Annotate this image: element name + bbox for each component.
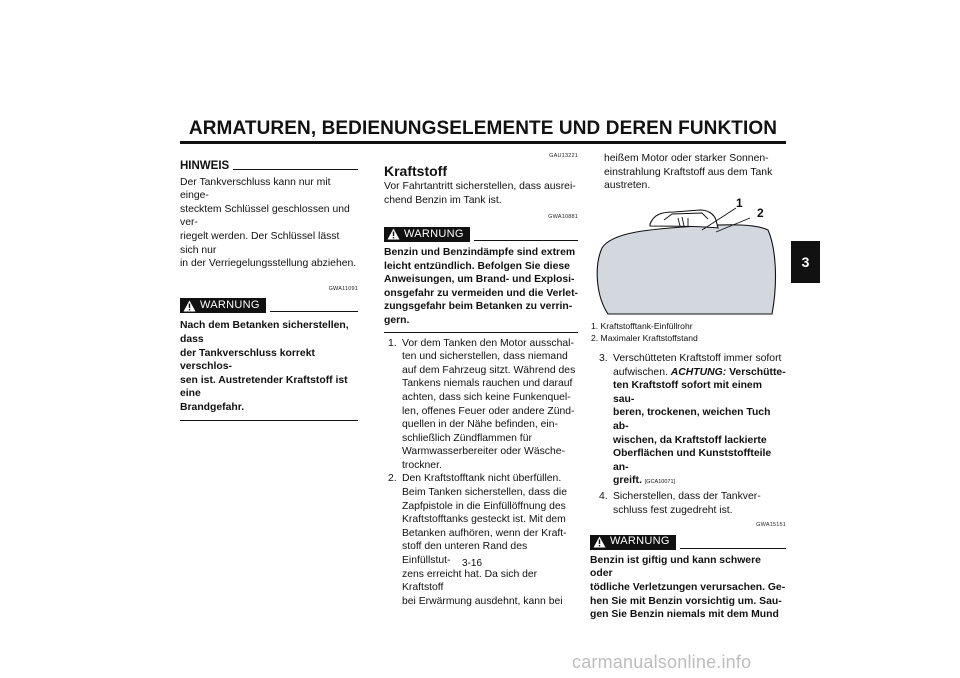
warning-heading [180, 298, 358, 313]
intro-line: Vor Fahrtantritt sicherstellen, dass ausrei- [384, 181, 576, 193]
caption-line: 1. Kraftstofftank-Einfüllrohr [591, 321, 693, 331]
list-item-line: Vor dem Tanken den Motor ausschal- [402, 337, 574, 349]
caution-line: beren, trockenen, weichen Tuch ab- [613, 407, 771, 432]
warning-label: WARNUNG [610, 535, 670, 548]
list-item-line: Kraftstofftanks gesteckt ist. Mit dem [402, 514, 566, 526]
page-title: ARMATUREN, BEDIENUNGSELEMENTE UND DEREN FUNKTION [188, 118, 778, 139]
warning-line: Benzin ist giftig und kann schwere oder [590, 554, 761, 580]
warning-badge [384, 227, 470, 242]
list-item-number: 1. [388, 337, 397, 349]
continuation-line: austreten. [604, 180, 651, 192]
section-title: Kraftstoff [384, 162, 447, 179]
caution-label: ACHTUNG: [670, 366, 727, 378]
warning-line: gern. [384, 314, 410, 326]
figure-captions [591, 320, 787, 344]
section-code: GAU13221 [549, 153, 578, 159]
right-column-lower [590, 352, 786, 622]
caution-line: Oberflächen und Kunststoffteile an- [613, 448, 772, 473]
warning-line: Nach dem Betanken sicherstellen, dass [180, 320, 349, 345]
text-normal: aufwischen. [613, 366, 671, 378]
watermark: carmanualsonline.info [572, 652, 752, 672]
warning-line: gen Sie Benzin niemals mit dem Mund [590, 609, 779, 621]
right-column [590, 152, 786, 193]
list-item-line: Verschütteten Kraftstoff immer sofort [613, 353, 782, 364]
warning-heading [590, 535, 786, 550]
list-item-number: 3. [599, 353, 608, 364]
warning-line: leicht entzündlich. Befolgen Sie diese [384, 260, 570, 272]
warning-label: WARNUNG [200, 299, 260, 312]
note-line: stecktem Schlüssel geschlossen und ver- [180, 203, 350, 229]
list-item [384, 337, 578, 473]
list-item [590, 352, 786, 490]
list-item-line: stoff den unteren Rand des Einfüllstut- [402, 541, 528, 567]
warning-heading [384, 227, 578, 242]
note-heading-text: HINWEIS [180, 160, 230, 172]
warning-end-rule [384, 332, 578, 333]
intro-line: chend Benzin im Tank ist. [384, 194, 502, 206]
list-item-line: achten, dass sich keine Funkenquel- [402, 391, 571, 403]
note-line: in der Verriegelungsstellung abziehen. [180, 258, 357, 270]
caution-line-end: greift. [613, 475, 642, 487]
warning-text [590, 554, 786, 622]
middle-column [384, 150, 578, 608]
fuel-tank-figure [590, 196, 786, 316]
caption-line: 2. Maximaler Kraftstoffstand [591, 333, 698, 343]
list-item-number: 4. [599, 490, 608, 502]
list-item-line: schließlich Zündflammen für [402, 432, 532, 444]
list-item-line: len, offenes Feuer oder andere Zünd- [402, 405, 575, 417]
note-line: Der Tankverschluss kann nur mit einge- [180, 176, 331, 202]
continuation-text [590, 152, 786, 193]
list-item-line: Warmwasserbereiter oder Wäsche- [402, 446, 566, 458]
list-item-line: schluss fest zugedreht ist. [613, 504, 733, 516]
warning-triangle-icon [387, 228, 400, 240]
note-text [180, 176, 358, 271]
caution-code: [GCA10071] [644, 479, 676, 486]
section-intro [384, 180, 578, 207]
list-item-line: ten und sicherstellen, dass niemand [402, 351, 568, 363]
note-heading [180, 160, 358, 174]
warning-line: Brandgefahr. [180, 401, 245, 413]
list-item-line [613, 474, 786, 490]
list-item-line: Zapfpistole in die Einfüllöffnung des [402, 500, 566, 512]
page-number: 3-16 [462, 558, 483, 569]
warning-line: sen ist. Austretender Kraftstoff ist eine [180, 374, 348, 400]
list-item-line: Betanken aufhören, wenn der Kraft- [402, 527, 567, 539]
warning-line: Anweisungen, um Brand- und Explosi- [384, 274, 575, 286]
list-item [590, 490, 786, 517]
continuation-line: einstrahlung Kraftstoff aus dem Tank [604, 166, 773, 178]
caution-line: ten Kraftstoff sofort mit einem sau- [613, 380, 762, 405]
warning-line: Benzin und Benzindämpfe sind extrem [384, 246, 576, 258]
warning-code: GWA11091 [328, 285, 358, 292]
list-item-line [613, 366, 786, 380]
warning-code: GWA15151 [756, 522, 786, 529]
instruction-list-continued [590, 352, 786, 517]
warning-code: GWA10881 [548, 214, 578, 221]
chapter-tab: 3 [791, 241, 820, 283]
warning-text [384, 246, 578, 328]
warning-label: WARNUNG [404, 227, 464, 240]
caution-line: wischen, da Kraftstoff lackierte [613, 434, 767, 446]
header-rule [180, 141, 786, 144]
warning-triangle-icon [183, 300, 196, 312]
list-item-line: Den Kraftstofftank nicht überfüllen. [402, 473, 562, 485]
list-item-line: zens erreicht hat. Da sich der Kraftstoff [402, 568, 538, 594]
caution-text: Verschütte- [726, 366, 786, 378]
warning-badge [180, 298, 266, 313]
note-line: riegelt werden. Der Schlüssel lässt sich nur [180, 230, 340, 256]
continuation-line: heißem Motor oder starker Sonnen- [604, 153, 769, 164]
warning-line: der Tankverschluss korrekt verschlos- [180, 347, 315, 373]
warning-end-rule [180, 420, 358, 421]
callout-1: 1 [736, 196, 743, 210]
list-item-line: Sicherstellen, dass der Tankver- [613, 490, 761, 502]
callout-2: 2 [757, 206, 764, 220]
warning-badge [590, 535, 676, 550]
list-item-line: trockner. [402, 459, 442, 471]
left-column [180, 160, 358, 421]
list-item [384, 472, 578, 608]
warning-line: zungsgefahr beim Betanken zu verrin- [384, 301, 573, 313]
warning-text [180, 319, 358, 414]
list-item-line: Beim Tanken sicherstellen, dass die [402, 487, 567, 499]
warning-rule [474, 240, 578, 241]
list-item-line: auf dem Fahrzeug sitzt. Während des [402, 364, 576, 376]
note-heading-rule [233, 169, 358, 170]
warning-line: hen Sie mit Benzin vorsichtig um. Sau- [590, 595, 782, 607]
warning-rule [270, 311, 358, 312]
warning-rule [680, 548, 786, 549]
list-item-line: bei Erwärmung ausdehnt, kann bei [402, 595, 563, 607]
warning-line: tödliche Verletzungen verursachen. Ge- [590, 581, 786, 593]
warning-line: onsgefahr zu vermeiden und die Verlet- [384, 287, 579, 299]
list-item-number: 2. [388, 473, 397, 485]
warning-triangle-icon [593, 536, 606, 548]
list-item-line: quellen in der Nähe befinden, ein- [402, 419, 558, 431]
list-item-line: Tankens niemals rauchen und darauf [402, 378, 573, 390]
